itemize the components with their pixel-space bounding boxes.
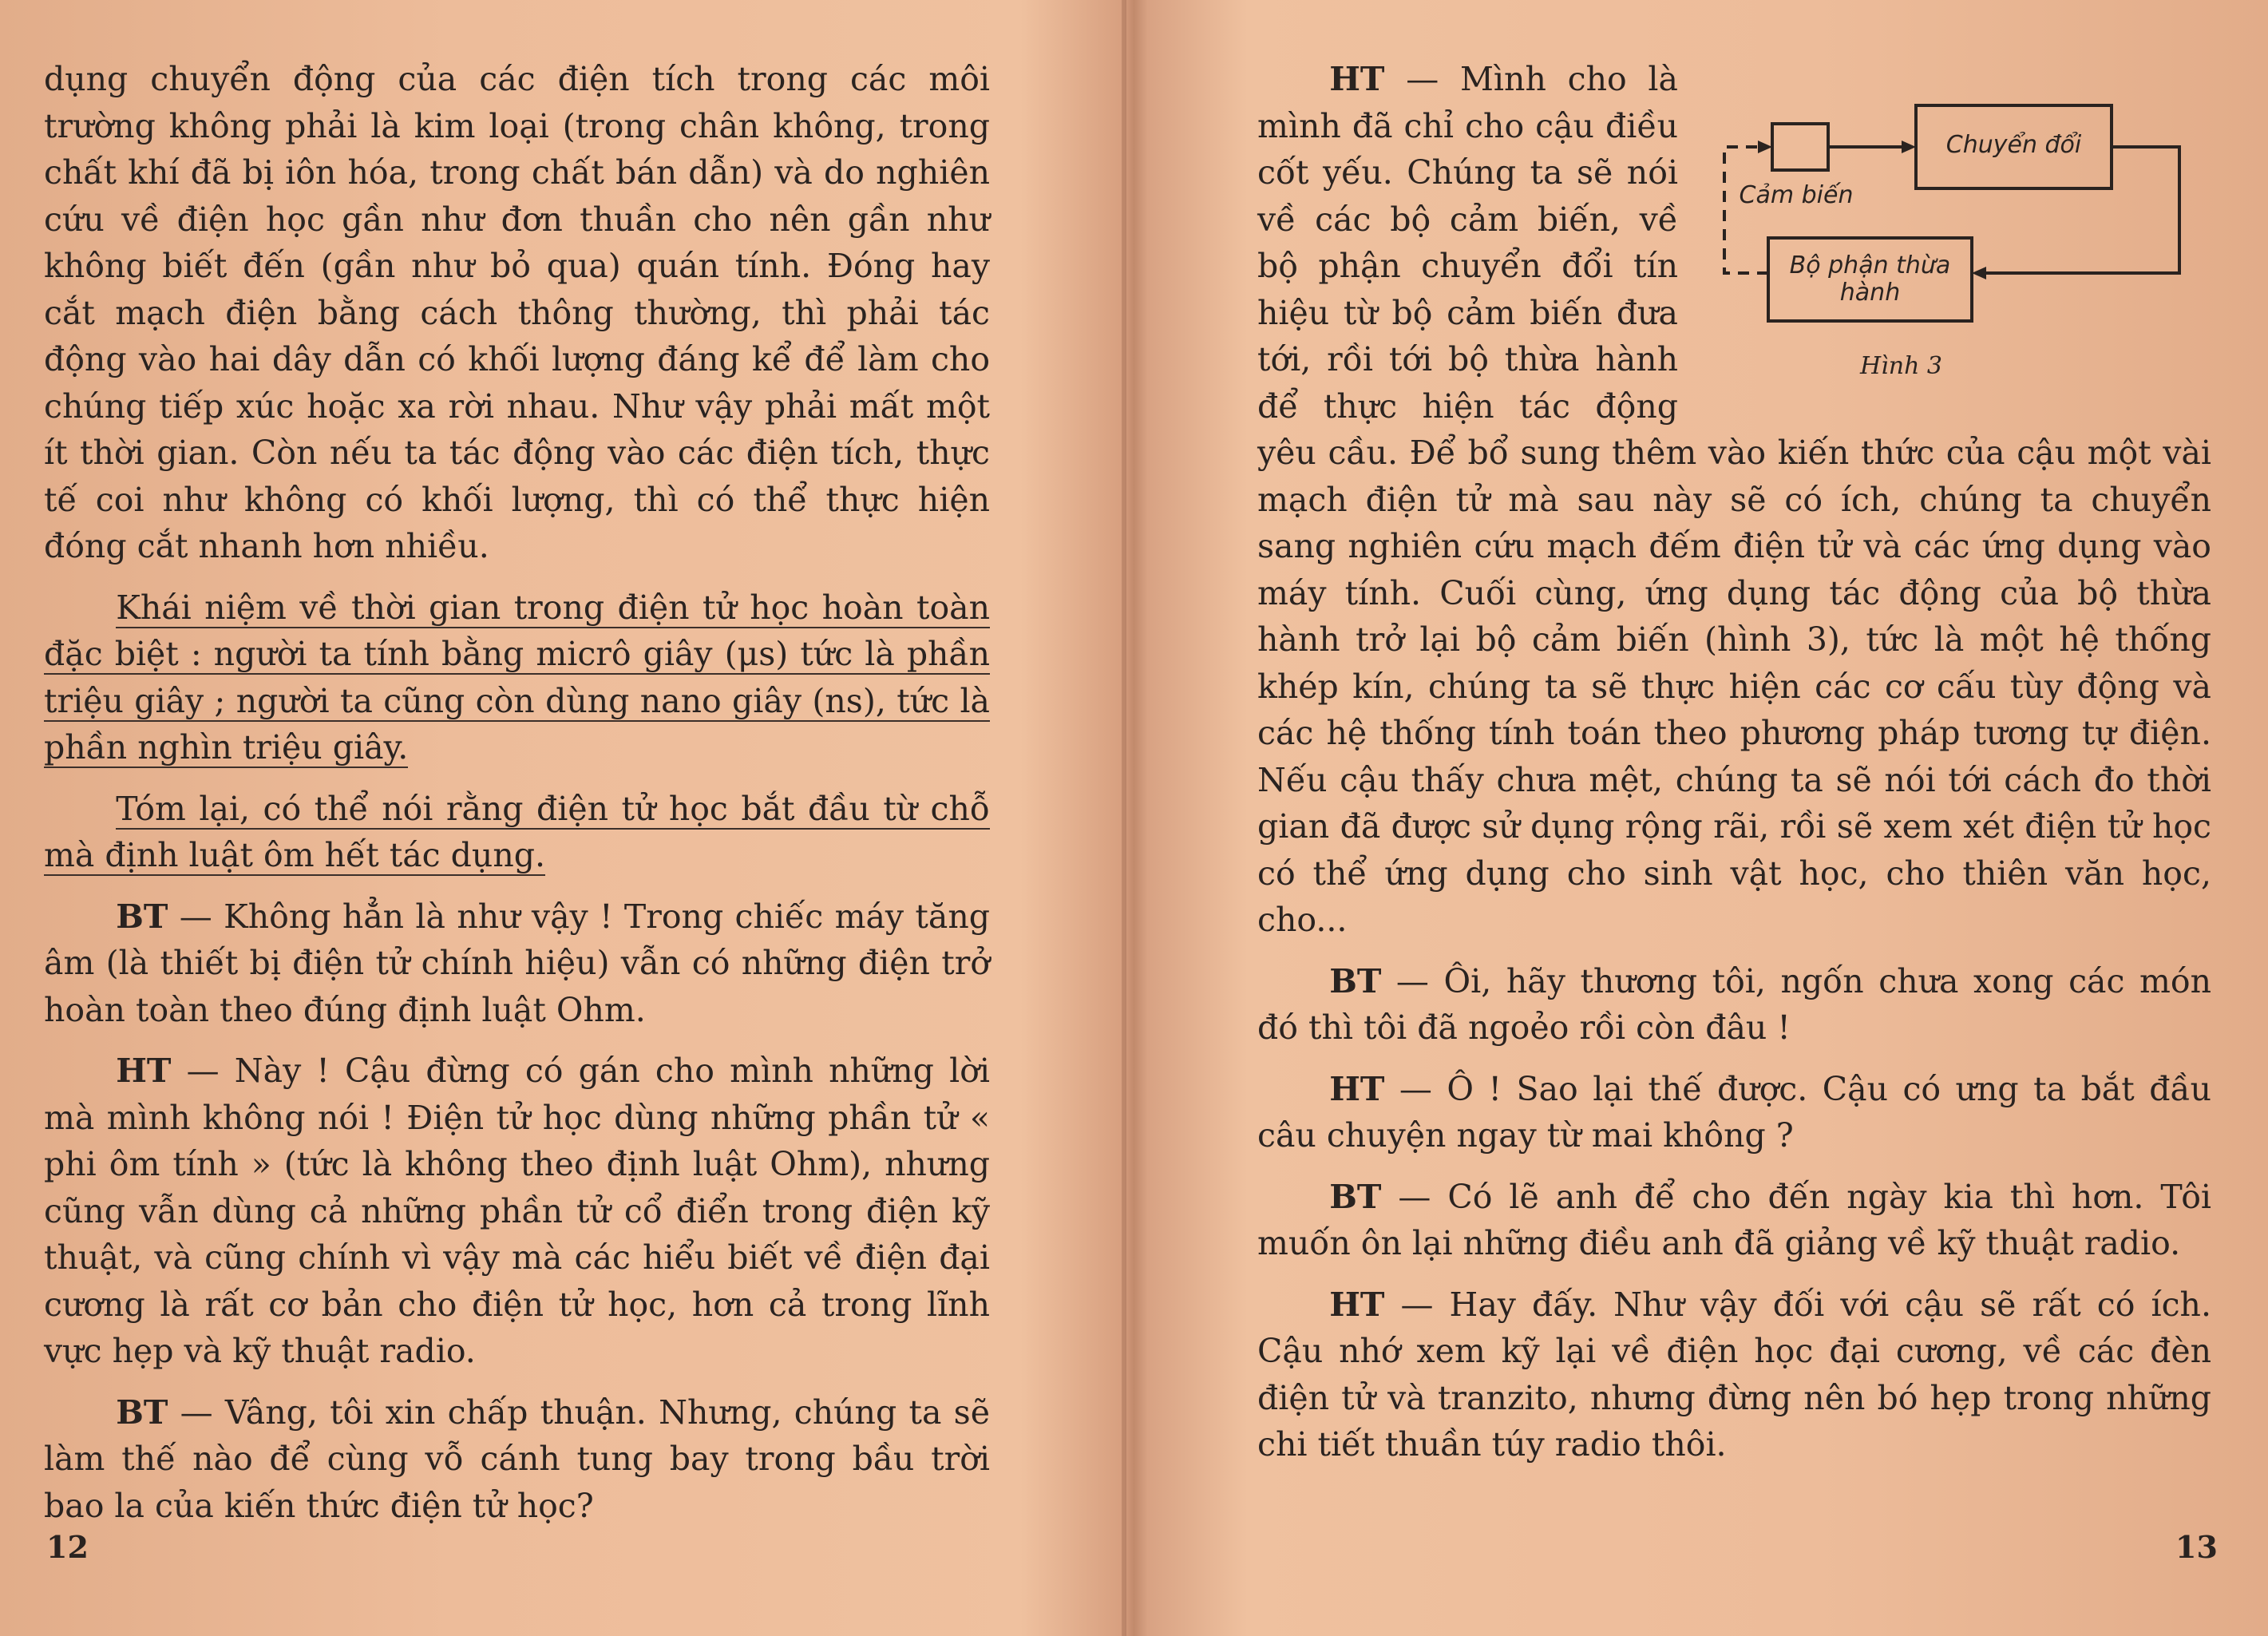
paragraph bbox=[44, 786, 990, 879]
dialogue-text: — Hay đấy. Như vậy đối với cậu sẽ rất có ích. Cậu nhớ xem kỹ lại về điện học đại cương, về các đèn điện tử và tranzito, nhưng đừng nên bó hẹp trong những chi tiết thuần túy radio thôi. bbox=[1257, 1285, 2211, 1464]
dialogue-text: — Ôi, hãy thương tôi, ngốn chưa xong các món đó thì tôi đã ngoẻo rồi còn đâu ! bbox=[1257, 961, 2211, 1047]
page-number: 13 bbox=[2175, 1529, 2218, 1565]
book-spine bbox=[1122, 0, 1126, 1636]
dialogue-line bbox=[1257, 1174, 2211, 1267]
speaker-label: BT bbox=[1329, 1177, 1382, 1216]
actuator-label: Bộ phận thừa hành bbox=[1789, 252, 1951, 307]
page-number: 12 bbox=[46, 1529, 89, 1565]
dialogue-line bbox=[44, 893, 990, 1034]
dialogue-line bbox=[1257, 958, 2211, 1052]
dialogue-text: — Vâng, tôi xin chấp thuận. Nhưng, chúng ta sẽ làm thế nào để cùng vỗ cánh tung bay trong bầu trời bao la của kiến thức điện tử học? bbox=[44, 1392, 990, 1525]
converter-label: Chuyển đổi bbox=[1945, 131, 2082, 159]
block-diagram bbox=[1700, 56, 2211, 399]
speaker-label: BT bbox=[116, 1392, 168, 1432]
dialogue-text: — Ô ! Sao lại thế được. Cậu có ưng ta bắt đầu câu chuyện ngay từ mai không ? bbox=[1257, 1069, 2211, 1155]
sensor-label: Cảm biến bbox=[1739, 181, 1854, 209]
arrow-head-icon bbox=[1972, 267, 1986, 279]
left-page bbox=[44, 56, 990, 1529]
speaker-label: BT bbox=[116, 897, 168, 936]
dialogue-text: — Có lẽ anh để cho đến ngày kia thì hơn. Tôi muốn ôn lại những điều anh đã giảng về kỹ thuật radio. bbox=[1257, 1177, 2211, 1262]
paragraph bbox=[44, 584, 990, 771]
right-page bbox=[1257, 56, 2211, 1468]
dialogue-line bbox=[44, 1048, 990, 1375]
sensor-box bbox=[1772, 124, 1828, 170]
dialogue-line bbox=[1257, 1281, 2211, 1468]
paragraph: dụng chuyển động của các điện tích trong các môi trường không phải là kim loại (trong chân không, trong chất khí đã bị iôn hóa, trong chất bán dẫn) và do nghiên cứu về điện học gần như đơn thuần cho nên gần như không biết đến (gần như bỏ qua) quán tính. Đóng hay cắt mạch điện bằng cách thông thường, thì phải tác động vào hai dây dẫn có khối lượng đáng kể để làm cho chúng tiếp xúc hoặc xa rời nhau. Như vậy phải mất một ít thời gian. Còn nếu ta tác động vào các điện tích, thực tế coi như không có khối lượng, thì có thể thực hiện đóng cắt nhanh hơn nhiều. bbox=[44, 60, 990, 565]
dialogue-line bbox=[44, 1389, 990, 1530]
dialogue-text: — Không hẳn là như vậy ! Trong chiếc máy tăng âm (là thiết bị điện tử chính hiệu) vẫn có những điện trở hoàn toàn theo đúng định luật Ohm. bbox=[44, 897, 990, 1029]
speaker-label: HT bbox=[1329, 60, 1385, 98]
arrow-head-icon bbox=[1758, 141, 1772, 153]
underlined-paragraph-text: Khái niệm về thời gian trong điện tử học hoàn toàn đặc biệt : người ta tính bằng micrô giây (μs) tức là phần triệu giây ; người ta cũng còn dùng nano giây (ns), tức là phần nghìn triệu giây. bbox=[44, 588, 990, 767]
dialogue-text: — Này ! Cậu đừng có gán cho mình những lời mà mình không nói ! Điện tử học dùng những phần tử « phi ôm tính » (tức là không theo định luật Ohm), nhưng cũng vẫn dùng cả những phần tử cổ điển trong điện kỹ thuật, và cũng chính vì vậy mà các hiểu biết về điện đại cương là rất cơ bản cho điện tử học, hơn cả trong lĩnh vực hẹp và kỹ thuật radio. bbox=[44, 1052, 990, 1370]
dialogue-line bbox=[1257, 1066, 2211, 1159]
speaker-label: HT bbox=[1329, 1069, 1385, 1108]
underlined-paragraph-text: Tóm lại, có thể nói rằng điện tử học bắt đầu từ chỗ mà định luật ôm hết tác dụng. bbox=[44, 789, 990, 874]
figure-caption: Hình 3 bbox=[1860, 352, 1943, 380]
speaker-label: HT bbox=[1329, 1285, 1385, 1324]
arrow-head-icon bbox=[1902, 141, 1916, 153]
speaker-label: HT bbox=[116, 1052, 172, 1090]
dialogue-text: — Mình cho là mình đã chỉ cho cậu điều cốt yếu. Chúng ta sẽ nói về các bộ cảm biến, về bộ phận chuyển đổi tín hiệu từ bộ cảm biến đưa tới, rồi tới bộ thừa hành để thực hiện tác động yêu cầu. Để bổ sung thêm vào kiến thức của cậu một vài mạch điện tử mà sau này sẽ có ích, chúng ta chuyển sang nghiên cứu mạch đếm điện tử và các ứng dụng vào máy tính. Cuối cùng, ứng dụng tác động của bộ thừa hành trở lại bộ cảm biến (hình 3), tức là một hệ thống khép kín, chúng ta sẽ thực hiện các cơ cấu tùy động và các hệ thống tính toán theo phương pháp tương tự điện. Nếu cậu thấy chưa mệt, chúng ta sẽ nói tới cách đo thời gian đã được sử dụng rộng rãi, rồi sẽ xem xét điện tử học có thể ứng dụng cho sinh vật học, cho thiên văn học, cho... bbox=[1257, 60, 2211, 939]
block-diagram-figure bbox=[1700, 56, 2211, 399]
speaker-label: BT bbox=[1329, 961, 1382, 1000]
